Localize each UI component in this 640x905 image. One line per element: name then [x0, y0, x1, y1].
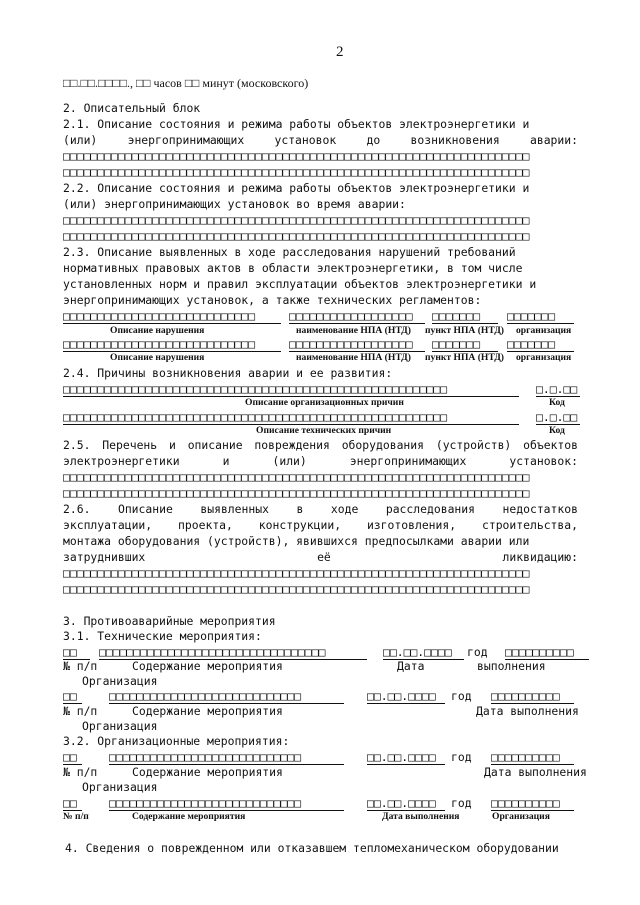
org-cause-code-label: Код [549, 397, 565, 408]
measure-2-content-input[interactable]: □□□□□□□□□□□□□□□□□□□□□□□□□□□□ [109, 689, 344, 704]
tech-cause-code-label: Код [549, 425, 565, 436]
violation-desc-input-2[interactable]: □□□□□□□□□□□□□□□□□□□□□□□□□□□□ [63, 337, 281, 352]
measure-1-num-label: № п/п [63, 659, 98, 673]
minutes-boxes[interactable]: □□ [184, 76, 200, 90]
measure-3-content-label: Содержание мероприятия [132, 765, 283, 779]
violation-npa-input-2[interactable]: □□□□□□□□□□□□□□□□□□ [289, 337, 425, 352]
s22-line-1: 2.2. Описание состояния и режима работы объектов электроэнергетики и [63, 181, 530, 195]
s26-line-4: затруднивших её ликвидацию: [63, 550, 578, 564]
measure-1-date-label-a: Дата [397, 659, 425, 673]
measure-4-org-label: Организация [492, 811, 550, 822]
s31-heading: 3.1. Технические мероприятия: [63, 629, 262, 643]
measure-1-date-label-b: выполнения [477, 659, 546, 673]
s23-line-3: установленных норм и правил эксплуатации объектов электроэнергетики и [63, 277, 537, 291]
tech-cause-label: Описание технических причин [256, 425, 392, 436]
org-cause-input[interactable]: □□□□□□□□□□□□□□□□□□□□□□□□□□□□□□□□□□□□□□□□□□□□□□□□□□□□□□□□ [63, 382, 519, 397]
violation-org-label-1: организация [516, 325, 572, 336]
measure-2-year: год [451, 689, 472, 703]
measure-4-content-input[interactable]: □□□□□□□□□□□□□□□□□□□□□□□□□□□□ [109, 796, 344, 811]
measure-3-num-label: № п/п [63, 765, 98, 779]
measure-2-num-label: № п/п [63, 704, 98, 718]
s22-input-row-2[interactable]: □□□□□□□□□□□□□□□□□□□□□□□□□□□□□□□□□□□□□□□□□□□□□□□□□□□□□□□□□□□□□□□□□□□□ [63, 229, 530, 243]
tech-cause-code-input[interactable]: □.□.□□ [536, 410, 580, 425]
s21-line-1: 2.1. Описание состояния и режима работы объектов электроэнергетики и [63, 117, 530, 131]
minutes-label: минут (московского) [202, 76, 309, 90]
s25-line-2: электроэнергетики и (или) энергопринимающих установок: [63, 454, 578, 468]
s26-line-2: эксплуатации, проекта, конструкции, изготовления, строительства, [63, 518, 578, 532]
measure-3-org-label: Организация [82, 780, 158, 794]
s23-line-4: энергопринимающих установок, а также технических регламентов: [63, 293, 482, 307]
org-cause-label: Описание организационных причин [245, 397, 404, 408]
violation-npa-input-1[interactable]: □□□□□□□□□□□□□□□□□□ [289, 309, 425, 324]
violation-npa-label-2: наименование НПА (НТД) [296, 352, 411, 363]
measure-1-date-input[interactable]: □□.□□.□□□□ [383, 645, 464, 660]
violation-org-input-2[interactable]: □□□□□□□ [507, 337, 574, 352]
measure-2-date-input[interactable]: □□.□□.□□□□ [367, 689, 445, 704]
measure-4-date-label: Дата выполнения [382, 811, 460, 822]
violation-item-label-1: пункт НПА (НТД) [425, 325, 504, 336]
s21-input-row-1[interactable]: □□□□□□□□□□□□□□□□□□□□□□□□□□□□□□□□□□□□□□□□□□□□□□□□□□□□□□□□□□□□□□□□□□□□ [63, 149, 530, 163]
measure-3-org-input[interactable]: □□□□□□□□□□ [491, 750, 574, 765]
s25-input-row-2[interactable]: □□□□□□□□□□□□□□□□□□□□□□□□□□□□□□□□□□□□□□□□□□□□□□□□□□□□□□□□□□□□□□□□□□□□ [63, 486, 530, 500]
s25-line-1: 2.5. Перечень и описание повреждения оборудования (устройств) объектов [63, 438, 578, 452]
violation-org-input-1[interactable]: □□□□□□□ [507, 309, 574, 324]
measure-1-org-input[interactable]: □□□□□□□□□□ [505, 645, 589, 660]
s23-line-1: 2.3. Описание выявленных в ходе расследования нарушений требований [63, 245, 516, 259]
violation-item-input-2[interactable]: □□□□□□□ [432, 337, 498, 352]
violation-item-input-1[interactable]: □□□□□□□ [432, 309, 498, 324]
hours-label: часов [153, 76, 182, 90]
measure-3-date-label: Дата выполнения [484, 765, 587, 779]
s32-heading: 3.2. Организационные мероприятия: [63, 734, 290, 748]
section-2-heading: 2. Описательный блок [63, 101, 201, 115]
s24-heading: 2.4. Причины возникновения аварии и ее развития: [63, 366, 393, 380]
violation-desc-input-1[interactable]: □□□□□□□□□□□□□□□□□□□□□□□□□□□□ [63, 309, 281, 324]
violation-item-label-2: пункт НПА (НТД) [425, 352, 504, 363]
measure-4-date-input[interactable]: □□.□□.□□□□ [367, 796, 445, 811]
s21-line-2: (или) энергопринимающих установок до возникновения аварии: [63, 133, 578, 147]
measure-4-num-input[interactable]: □□ [63, 796, 82, 811]
s21-input-row-2[interactable]: □□□□□□□□□□□□□□□□□□□□□□□□□□□□□□□□□□□□□□□□□□□□□□□□□□□□□□□□□□□□□□□□□□□□ [63, 165, 530, 179]
measure-4-num-label: № п/п [63, 811, 89, 822]
s26-line-3: монтажа оборудования (устройств), явившихся предпосылками аварии или [63, 534, 530, 548]
measure-2-org-input[interactable]: □□□□□□□□□□ [491, 689, 574, 704]
measure-2-content-label: Содержание мероприятия [132, 704, 283, 718]
date-hours-boxes[interactable]: □□.□□.□□□□., □□ [63, 76, 151, 90]
s26-input-row-1[interactable]: □□□□□□□□□□□□□□□□□□□□□□□□□□□□□□□□□□□□□□□□□□□□□□□□□□□□□□□□□□□□□□□□□□□□ [63, 566, 530, 580]
violation-desc-label-1: Описание нарушения [110, 325, 205, 336]
measure-1-content-label: Содержание мероприятия [132, 659, 283, 673]
s26-line-1: 2.6. Описание выявленных в ходе расследования недостатков [63, 502, 578, 516]
violation-desc-label-2: Описание нарушения [110, 352, 205, 363]
measure-4-year: год [451, 796, 472, 810]
accident-time-line [63, 76, 308, 90]
measure-3-year: год [451, 750, 472, 764]
measure-1-content-input[interactable]: □□□□□□□□□□□□□□□□□□□□□□□□□□□□□□□□□ [99, 645, 367, 660]
measure-3-date-input[interactable]: □□.□□.□□□□ [367, 750, 445, 765]
measure-1-num-input[interactable]: □□ [63, 645, 90, 660]
s26-input-row-2[interactable]: □□□□□□□□□□□□□□□□□□□□□□□□□□□□□□□□□□□□□□□□□□□□□□□□□□□□□□□□□□□□□□□□□□□□ [63, 582, 530, 596]
violation-npa-label-1: наименование НПА (НТД) [296, 325, 411, 336]
measure-3-num-input[interactable]: □□ [63, 750, 82, 765]
measure-4-content-label: Содержание мероприятия [132, 811, 246, 822]
page-number: 2 [336, 44, 344, 60]
section-3-heading: 3. Противоаварийные мероприятия [63, 614, 276, 628]
measure-2-org-label: Организация [82, 719, 158, 733]
section-4-heading: 4. Сведения о поврежденном или отказавшем тепломеханическом оборудовании [65, 841, 559, 855]
violation-org-label-2: организация [516, 352, 572, 363]
measure-2-num-input[interactable]: □□ [63, 689, 82, 704]
s22-input-row-1[interactable]: □□□□□□□□□□□□□□□□□□□□□□□□□□□□□□□□□□□□□□□□□□□□□□□□□□□□□□□□□□□□□□□□□□□□ [63, 213, 530, 227]
tech-cause-input[interactable]: □□□□□□□□□□□□□□□□□□□□□□□□□□□□□□□□□□□□□□□□□□□□□□□□□□□□□□□□ [63, 410, 519, 425]
measure-4-org-input[interactable]: □□□□□□□□□□ [491, 796, 574, 811]
org-cause-code-input[interactable]: □.□.□□ [536, 382, 580, 397]
measure-3-content-input[interactable]: □□□□□□□□□□□□□□□□□□□□□□□□□□□□ [109, 750, 344, 765]
measure-2-date-label: Дата выполнения [476, 704, 579, 718]
measure-1-year: год [467, 645, 488, 659]
s23-line-2: нормативных правовых актов в области электроэнергетики, в том числе [63, 261, 523, 275]
s22-line-2: (или) энергопринимающих установок во время аварии: [63, 197, 406, 211]
s25-input-row-1[interactable]: □□□□□□□□□□□□□□□□□□□□□□□□□□□□□□□□□□□□□□□□□□□□□□□□□□□□□□□□□□□□□□□□□□□□ [63, 470, 530, 484]
measure-1-org-label: Организация [82, 674, 158, 688]
